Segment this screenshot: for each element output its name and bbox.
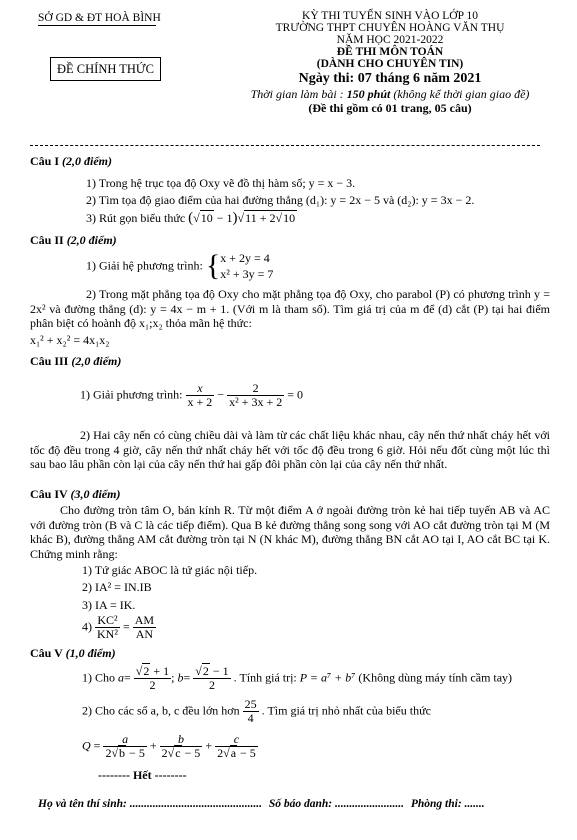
- q2-title: Câu II (2,0 điểm): [30, 233, 117, 247]
- q5-part2: 2) Cho các số a, b, c đều lớn hơn $\frac{25}{4}$ . Tìm giá trị nhỏ nhất của biểu thức: [82, 697, 431, 725]
- q3-part2: 2) Hai cây nến có cùng chiều dài và làm từ các chất liệu khác nhau, cây nến thứ nhất cháy hết với tốc độ đều trong 4 giờ, cây nến thứ nhất cháy hết với tốc độ đều trong 6 giờ. Hỏi nếu đốt cùng một lúc thì sau bao lâu phần còn lại của cây nến thứ hai gấp đôi phần còn lại của cây nến thứ nhất.: [30, 428, 550, 471]
- q3-title: Câu III (2,0 điểm): [30, 354, 122, 368]
- official-label: ĐỀ CHÍNH THỨC: [50, 57, 161, 81]
- end-marker: -------- Hết --------: [98, 768, 187, 782]
- duration-line: Thời gian làm bài : 150 phút (không kể thời gian giao đề): [250, 87, 530, 101]
- q1-part3: 3) Rút gọn biểu thức (√10 − 1)√11 + 2√10: [86, 210, 296, 226]
- audience: (DÀNH CHO CHUYÊN TIN): [316, 58, 464, 70]
- footer-line: [38, 798, 485, 810]
- q5-expression: Q = $\frac{a}{2√b - 5}$ + $\frac{b}{2√c - 5}$ + $\frac{c}{2√a - 5}$: [82, 732, 256, 760]
- q1-title: Câu I (2,0 điểm): [30, 154, 113, 168]
- q2-eq1: x + 2y = 4: [220, 251, 270, 265]
- q1-part1: 1) Trong hệ trục tọa độ Oxy vẽ đồ thị hàm số; y = x − 3.: [86, 176, 356, 190]
- department-name: SỞ GD & ĐT HOÀ BÌNH: [38, 12, 161, 24]
- q4-intro: Cho đường tròn tâm O, bán kính R. Từ một điểm A ở ngoài đường tròn kẻ hai tiếp tuyến AB và AC với đường tròn (B và C là các tiếp điểm). Qua B kẻ đường thẳng song song với AO cắt đường tròn tại M (M khác B), đường thẳng AM cắt đường tròn tại N (N khác M), đường thẳng BN cắt AO tại I, AO cắt BC tại K. Chứng minh rằng:: [30, 503, 550, 561]
- pages-note: (Đề thi gồm có 01 trang, 05 câu): [308, 101, 472, 115]
- q2-eq2: x² + 3y = 7: [220, 267, 274, 281]
- exam-date: Ngày thi: 07 tháng 6 năm 2021: [298, 71, 482, 86]
- q2-condition: x₁² + x₂² = 4x₁x₂: [30, 333, 110, 347]
- school-year: NĂM HỌC 2021-2022: [336, 34, 444, 46]
- department-underline: [38, 25, 156, 26]
- q3-part1: 1) Giải phương trình: $\frac{x}{x + 2}$ − $\frac{2}{\text{x² + 3x + 2}}$ = 0: [80, 381, 303, 409]
- q2-part2: 2) Trong mặt phẳng tọa độ Oxy cho mặt phẳng tọa độ Oxy, cho parabol (P) có phương trình y = 2x² và đường thẳng (d): y = 4x − m + 1. (Với m là tham số). Tìm giá trị của m để (d) cắt (P) tại hai điểm phân biệt có hoành độ x₁;x₂ thỏa mãn hệ thức:: [30, 287, 550, 330]
- q1-part2: 2) Tìm tọa độ giao điểm của hai đường thẳng (d₁): y = 2x − 5 và (d₂): y = 3x − 2.: [86, 193, 475, 207]
- subject-title: ĐỀ THI MÔN TOÁN: [336, 46, 444, 58]
- q4-item1: 1) Tứ giác ABOC là tứ giác nội tiếp.: [82, 563, 258, 577]
- school-name: TRƯỜNG THPT CHUYÊN HOÀNG VĂN THỤ: [275, 22, 505, 34]
- header-divider: [30, 145, 540, 146]
- q2-part1: 1) Giải hệ phương trình: { x + 2y = 4 x² + 3y = 7: [86, 249, 274, 282]
- footer-room: Phòng thi: .......: [410, 798, 485, 810]
- exam-header-block: [200, 10, 577, 115]
- q5-title: Câu V (1,0 điểm): [30, 646, 116, 660]
- q5-part1: 1) Cho a= $\frac{√2 + 1}{2}$ ; b= $\frac{√2 - 1}{2}$ . Tính giá trị: P = a⁷ + b⁷ (Không dùng máy tính cầm tay): [82, 664, 513, 692]
- q4-item4: 4) $\frac{\text{KC²}}{\text{KN²}}$ = $\frac{AM}{AN}$: [82, 613, 155, 641]
- q4-item3: 3) IA = IK.: [82, 598, 136, 612]
- footer-id: Số báo danh: ........................: [268, 798, 404, 810]
- q4-title: Câu IV (3,0 điểm): [30, 487, 121, 501]
- q4-item2: 2) IA² = IN.IB: [82, 580, 152, 594]
- footer-name: Họ và tên thí sinh: ..............................................: [38, 798, 262, 810]
- exam-title: KỲ THI TUYỂN SINH VÀO LỚP 10: [302, 10, 478, 22]
